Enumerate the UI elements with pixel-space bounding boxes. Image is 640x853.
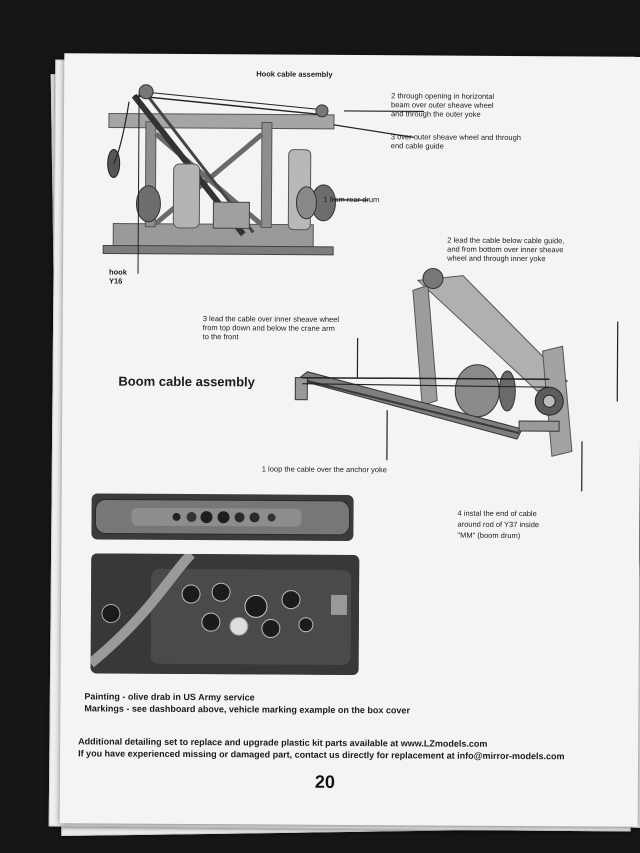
dashboard-closeup-photo bbox=[91, 553, 360, 675]
markings-note: Markings - see dashboard above, vehicle marking example on the box cover bbox=[84, 703, 411, 716]
footer-detailing-line: Additional detailing set to replace and upgrade plastic kit parts available at www.LZmodels.com bbox=[78, 736, 488, 749]
hook-label bbox=[109, 268, 127, 286]
hook-label-line2: Y16 bbox=[108, 276, 123, 286]
boom-note-4 bbox=[457, 508, 539, 541]
boom-note-2-line1: 2 lead the cable below cable guide, bbox=[447, 235, 565, 246]
hook-assembly-title: Hook cable assembly bbox=[256, 69, 333, 79]
boom-note-4-line2: around rod of Y37 inside bbox=[457, 519, 540, 530]
boom-note-4-line1: 4 instal the end of cable bbox=[457, 508, 537, 519]
hook-label-line1: hook bbox=[108, 267, 127, 277]
boom-note-4-line3: "MM" (boom drum) bbox=[457, 530, 521, 541]
boom-crane-drawing bbox=[287, 260, 578, 492]
hook-note-2 bbox=[391, 91, 494, 119]
hook-note-2-line3: and through the outer yoke bbox=[390, 109, 481, 119]
footer-contact-line: If you have experienced missing or damaged part, contact us directly for replacement at info@mirror-models.com bbox=[78, 748, 565, 762]
boom-note-2 bbox=[447, 236, 564, 264]
hook-note-2-line1: 2 through opening in horizontal bbox=[391, 91, 495, 101]
hook-note-1: 1 from rear drum bbox=[323, 194, 380, 205]
hook-note-3-line1: 3 over outer sheave wheel and through bbox=[390, 132, 521, 143]
instruction-page bbox=[60, 53, 640, 827]
boom-note-3-line3: to the front bbox=[202, 332, 239, 342]
boom-note-3-line1: 3 lead the cable over inner sheave wheel bbox=[202, 314, 340, 324]
page-number: 20 bbox=[314, 771, 336, 792]
boom-assembly-title: Boom cable assembly bbox=[118, 373, 255, 390]
painting-note: Painting - olive drab in US Army service bbox=[84, 691, 255, 703]
hook-note-3 bbox=[391, 132, 521, 151]
boom-note-1: 1 loop the cable over the anchor yoke bbox=[261, 464, 387, 475]
boom-note-3-line2: from top down and below the crane arm bbox=[202, 323, 335, 333]
boom-note-2-line2: and from bottom over inner sheave bbox=[447, 244, 564, 255]
dashboard-panel-photo bbox=[91, 493, 353, 541]
hook-note-3-line2: end cable guide bbox=[390, 141, 444, 151]
hook-note-2-line2: beam over outer sheave wheel bbox=[391, 100, 494, 110]
boom-note-2-line3: wheel and through inner yoke bbox=[447, 253, 546, 264]
